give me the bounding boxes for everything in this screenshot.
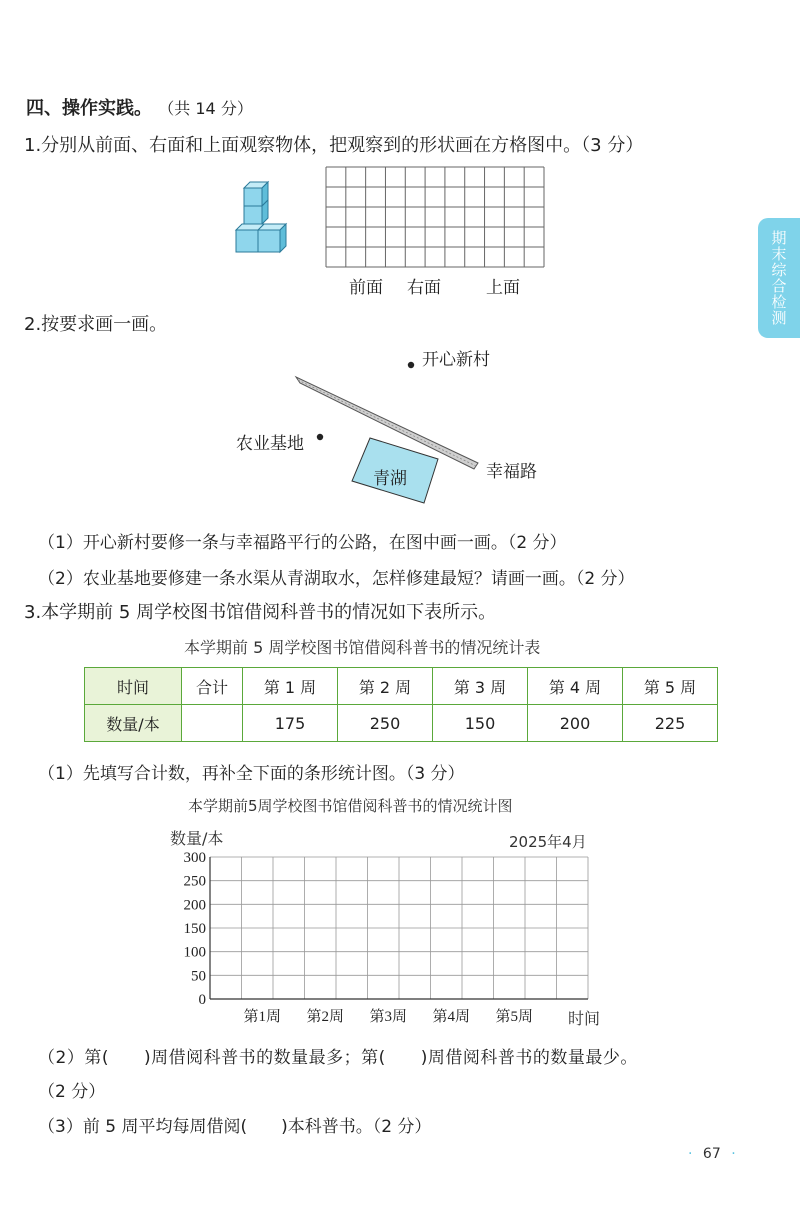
chart-xlabel: 时间 <box>568 1009 601 1028</box>
q2-sub2: （2）农业基地要修建一条水渠从青湖取水，怎样修建最短？请画一画。（2 分） <box>38 569 635 589</box>
table-title: 本学期前 5 周学校图书馆借阅科普书的情况统计表 <box>184 638 541 657</box>
x-tick-label: 第3周 <box>369 1009 408 1025</box>
q3-sub2-line1: （2）第( )周借阅科普书的数量最多；第( )周借阅科普书的数量最少。 <box>38 1048 638 1068</box>
table-cell: 250 <box>338 705 433 742</box>
table-cell: 175 <box>243 705 338 742</box>
table-header-cell: 第 4 周 <box>528 668 623 705</box>
table-total-cell[interactable] <box>182 705 243 742</box>
y-tick-label: 300 <box>183 850 206 866</box>
answer-grid[interactable] <box>325 166 545 268</box>
q1-text: 1.分别从前面、右面和上面观察物体，把观察到的形状画在方格图中。（3 分） <box>24 135 644 156</box>
x-tick-label: 第1周 <box>243 1009 282 1025</box>
grid-label-right: 右面 <box>407 278 441 298</box>
side-tab: 期末综合检测 <box>758 218 800 338</box>
farm-label: 农业基地 <box>236 434 304 454</box>
table-cell: 150 <box>433 705 528 742</box>
q3-sub1: （1）先填写合计数，再补全下面的条形统计图。（3 分） <box>38 764 465 784</box>
table-header-row <box>85 668 718 705</box>
q3-sub3: （3）前 5 周平均每周借阅( )本科普书。（2 分） <box>38 1117 432 1137</box>
y-tick-label: 200 <box>183 897 206 914</box>
chart-ylabel: 数量/本 <box>170 829 224 848</box>
table-header-cell: 第 1 周 <box>243 668 338 705</box>
section-title <box>26 94 253 120</box>
y-tick-label: 150 <box>183 921 206 937</box>
road-label: 幸福路 <box>486 462 537 482</box>
table-header-cell: 合计 <box>182 668 243 705</box>
page-dot-left: · <box>688 1146 693 1162</box>
farm-point <box>317 434 323 440</box>
chart-title: 本学期前5周学校图书馆借阅科普书的情况统计图 <box>188 797 513 815</box>
page-dot-right: · <box>731 1146 736 1162</box>
table-row <box>85 705 718 742</box>
bar-chart[interactable] <box>160 845 600 1035</box>
q3-text: 3.本学期前 5 周学校图书馆借阅科普书的情况如下表所示。 <box>24 602 497 623</box>
y-tick-label: 100 <box>183 944 206 961</box>
section-title-text: 四、操作实践。 <box>26 98 152 119</box>
grid-label-top: 上面 <box>486 278 520 298</box>
table-cell: 225 <box>623 705 718 742</box>
x-tick-label: 第5周 <box>495 1009 534 1025</box>
table-header-cell: 第 3 周 <box>433 668 528 705</box>
stat-table <box>84 667 718 742</box>
y-tick-label: 0 <box>198 992 206 1008</box>
section-score: （共 14 分） <box>158 99 253 118</box>
table-header-cell: 第 2 周 <box>338 668 433 705</box>
table-header-cell: 第 5 周 <box>623 668 718 705</box>
q2-sub1: （1）开心新村要修一条与幸福路平行的公路，在图中画一画。（2 分） <box>38 533 567 553</box>
chart-date: 2025年4月 <box>509 833 587 851</box>
cube-stack-figure <box>234 180 296 260</box>
table-cell: 200 <box>528 705 623 742</box>
q2-text: 2.按要求画一画。 <box>24 314 168 335</box>
y-tick-label: 250 <box>183 873 206 890</box>
x-tick-label: 第2周 <box>306 1009 345 1025</box>
q3-sub2-line2: （2 分） <box>38 1082 106 1102</box>
village-label: 开心新村 <box>422 350 490 370</box>
page-number <box>688 1146 736 1162</box>
lake-label: 青湖 <box>373 469 407 489</box>
village-point <box>408 362 414 368</box>
y-tick-label: 50 <box>191 968 206 985</box>
table-header-cell: 时间 <box>85 668 182 705</box>
table-row-label: 数量/本 <box>85 705 182 742</box>
grid-label-front: 前面 <box>349 278 383 298</box>
x-tick-label: 第4周 <box>432 1009 471 1025</box>
page-number-text: 67 <box>702 1146 721 1162</box>
